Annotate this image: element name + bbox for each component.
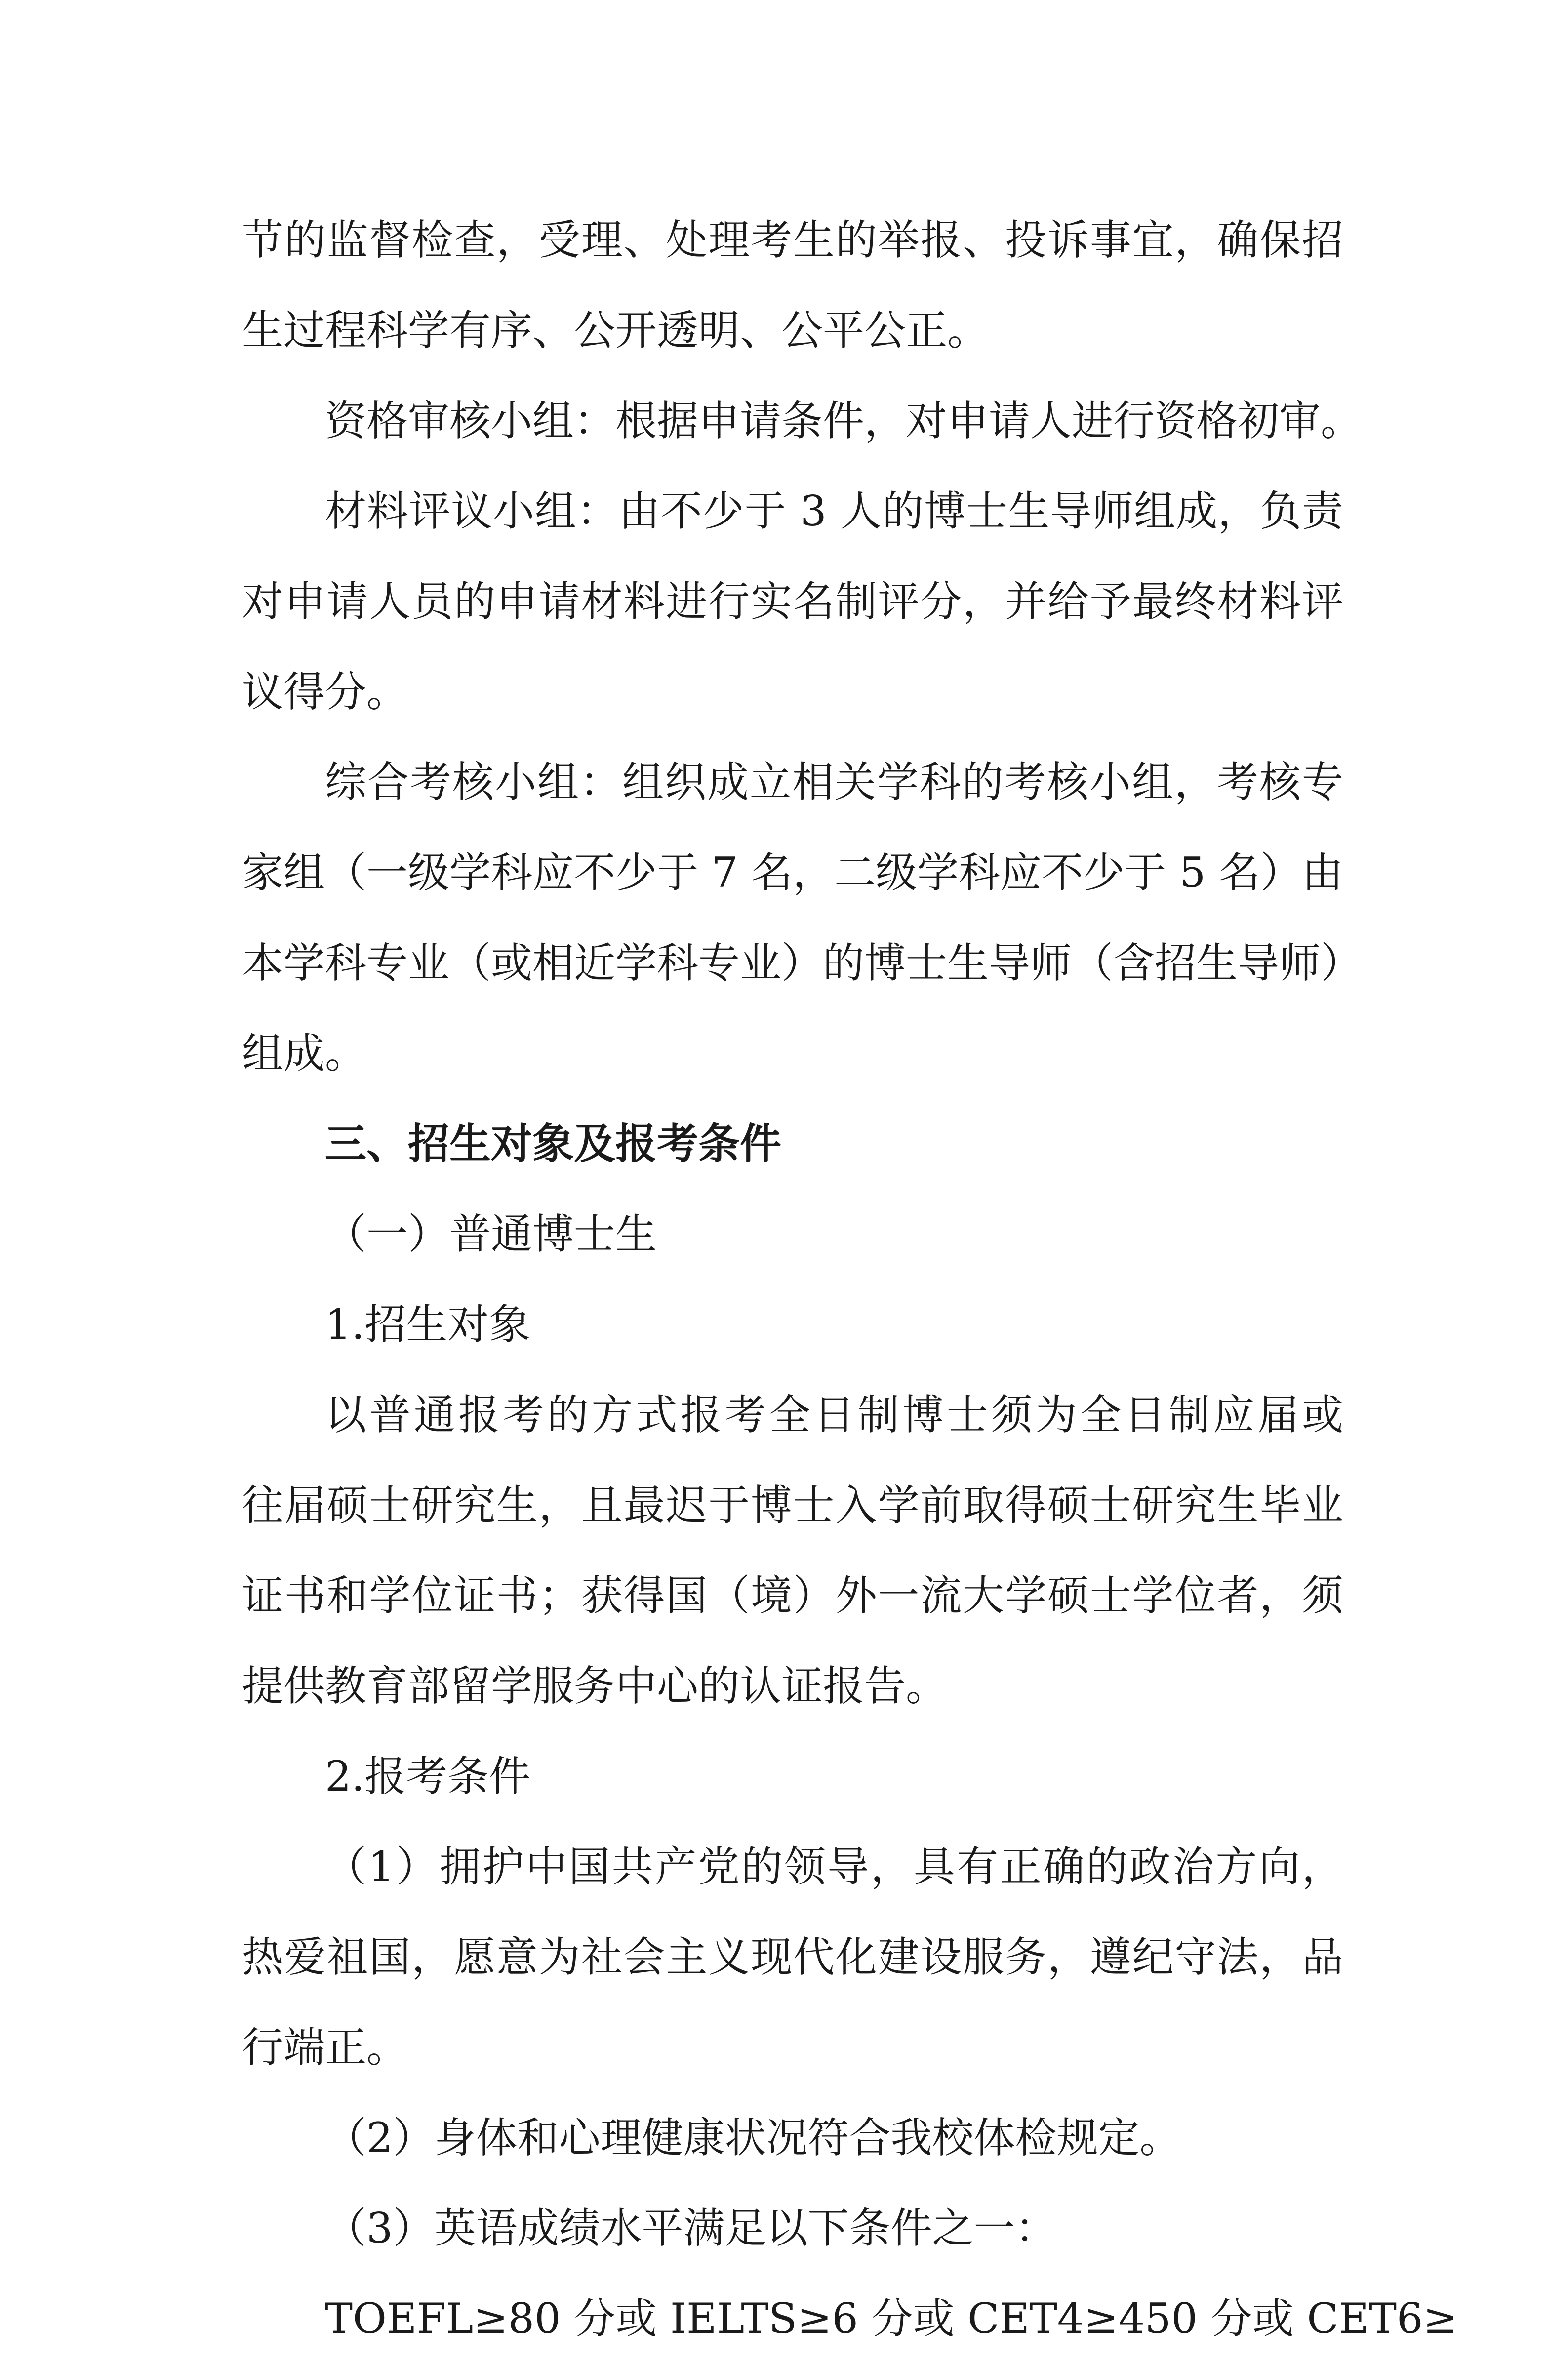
text-line: 本学科专业（或相近学科专业）的博士生导师（含招生导师） — [242, 939, 1363, 987]
section-heading: 三、招生对象及报考条件 — [325, 1120, 782, 1168]
text-line: 对申请人员的申请材料进行实名制评分，并给予最终材料评 — [242, 577, 1343, 626]
paragraph-condition-2: （2）身体和心理健康状况符合我校体检规定。 — [325, 2114, 1181, 2162]
subsection-heading: （一）普通博士生 — [325, 1210, 657, 1258]
text-line: 家组（一级学科应不少于 7 名，二级学科应不少于 5 名）由 — [242, 848, 1343, 897]
text-line: 往届硕士研究生，且最迟于博士入学前取得硕士研究生毕业 — [242, 1481, 1343, 1529]
text-line: 行端正。 — [242, 2023, 408, 2072]
paragraph-admission-target: 以普通报考的方式报考全日制博士须为全日制应届或 — [325, 1391, 1343, 1439]
text-line: 组成。 — [242, 1029, 367, 1078]
document-body — [242, 195, 1458, 2364]
item-heading: 2.报考条件 — [325, 1752, 531, 1801]
item-heading: 1.招生对象 — [325, 1300, 531, 1349]
text-line: 提供教育部留学服务中心的认证报告。 — [242, 1662, 948, 1710]
paragraph-english-scores: TOEFL≥80 分或 IELTS≥6 分或 CET4≥450 分或 CET6≥ — [325, 2294, 1458, 2343]
paragraph-comprehensive-review: 综合考核小组：组织成立相关学科的考核小组，考核专 — [325, 758, 1343, 806]
text-line: 热爱祖国，愿意为社会主义现代化建设服务，遵纪守法，品 — [242, 1933, 1343, 1981]
paragraph-condition-3: （3）英语成绩水平满足以下条件之一： — [325, 2204, 1057, 2252]
text-line: 议得分。 — [242, 668, 408, 716]
paragraph-material-review: 材料评议小组：由不少于 3 人的博士生导师组成，负责 — [325, 487, 1343, 535]
text-line: 节的监督检查，受理、处理考生的举报、投诉事宜，确保招 — [242, 216, 1343, 264]
paragraph-condition-1: （1）拥护中国共产党的领导，具有正确的政治方向， — [325, 1843, 1343, 1891]
text-line: 生过程科学有序、公开透明、公平公正。 — [242, 306, 989, 355]
paragraph-qualification-review: 资格审核小组：根据申请条件，对申请人进行资格初审。 — [325, 397, 1363, 445]
text-line: 证书和学位证书；获得国（境）外一流大学硕士学位者，须 — [242, 1571, 1343, 1620]
